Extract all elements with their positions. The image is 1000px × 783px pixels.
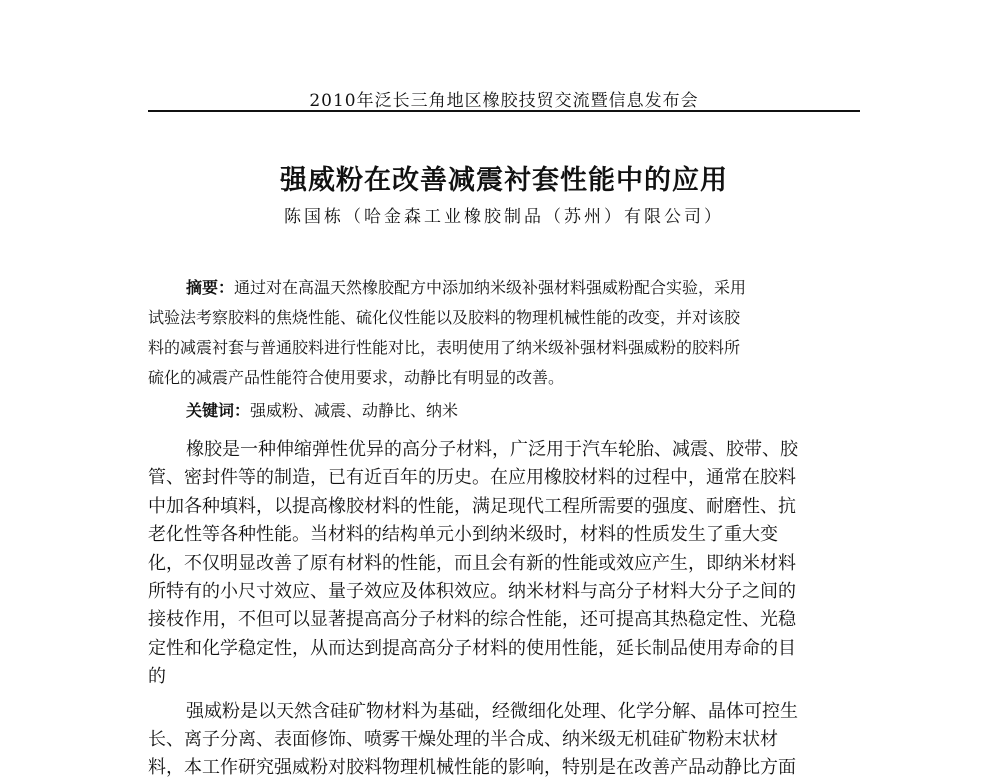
keywords-label: 关键词：	[186, 401, 251, 420]
article-title: 强威粉在改善减震衬套性能中的应用	[280, 165, 728, 196]
article-author: 陈国栋（哈金森工业橡胶制品（苏州）有限公司）	[284, 207, 724, 227]
body-line: 强威粉是以天然含硅矿物材料为基础，经微细化处理、化学分解、晶体可控生	[186, 700, 798, 722]
body-line: 中加各种填料，以提高橡胶材料的性能，满足现代工程所需要的强度、耐磨性、抗	[148, 495, 796, 517]
conference-header: 2010年泛长三角地区橡胶技贸交流暨信息发布会	[309, 91, 699, 111]
body-line: 长、离子分离、表面修饰、喷雾干燥处理的半合成、纳米级无机硅矿物粉末状材	[148, 728, 778, 750]
body-line: 所特有的小尺寸效应、量子效应及体积效应。纳米材料与高分子材料大分子之间的	[148, 580, 796, 602]
abstract-label: 摘要：	[186, 278, 235, 297]
body-line: 接枝作用，不但可以显著提高高分子材料的综合性能，还可提高其热稳定性、光稳	[148, 609, 796, 631]
abstract	[148, 273, 860, 393]
header-divider	[148, 110, 860, 112]
abstract-line: 试验法考察胶料的焦烧性能、硫化仪性能以及胶料的物理机械性能的改变，并对该胶	[148, 308, 741, 327]
abstract-line	[148, 273, 860, 303]
body-line: 料，本工作研究强威粉对胶料物理机械性能的影响，特别是在改善产品动静比方面	[148, 757, 796, 779]
abstract-line: 料的减震衬套与普通胶料进行性能对比，表明使用了纳米级补强材料强威粉的胶料所	[148, 338, 741, 357]
body-line: 的	[148, 666, 166, 688]
body-line: 化，不仅明显改善了原有材料的性能，而且会有新的性能或效应产生，即纳米材料	[148, 552, 796, 574]
body-line: 老化性等各种性能。当材料的结构单元小到纳米级时，材料的性质发生了重大变	[148, 524, 778, 546]
abstract-text: 通过对在高温天然橡胶配方中添加纳米级补强材料强威粉配合实验，采用	[234, 278, 747, 297]
body-line: 橡胶是一种伸缩弹性优异的高分子材料，广泛用于汽车轮胎、减震、胶带、胶	[186, 439, 798, 460]
body-line: 定性和化学稳定性，从而达到提高高分子材料的使用性能，延长制品使用寿命的目	[148, 637, 796, 659]
keywords	[186, 398, 458, 424]
body-text	[148, 436, 860, 783]
body-line: 管、密封件等的制造，已有近百年的历史。在应用橡胶材料的过程中，通常在胶料	[148, 467, 796, 489]
keywords-text: 强威粉、减震、动静比、纳米	[250, 401, 459, 420]
paragraph	[148, 698, 860, 783]
paragraph	[148, 436, 860, 692]
abstract-line: 硫化的减震产品性能符合使用要求，动静比有明显的改善。	[148, 368, 565, 387]
